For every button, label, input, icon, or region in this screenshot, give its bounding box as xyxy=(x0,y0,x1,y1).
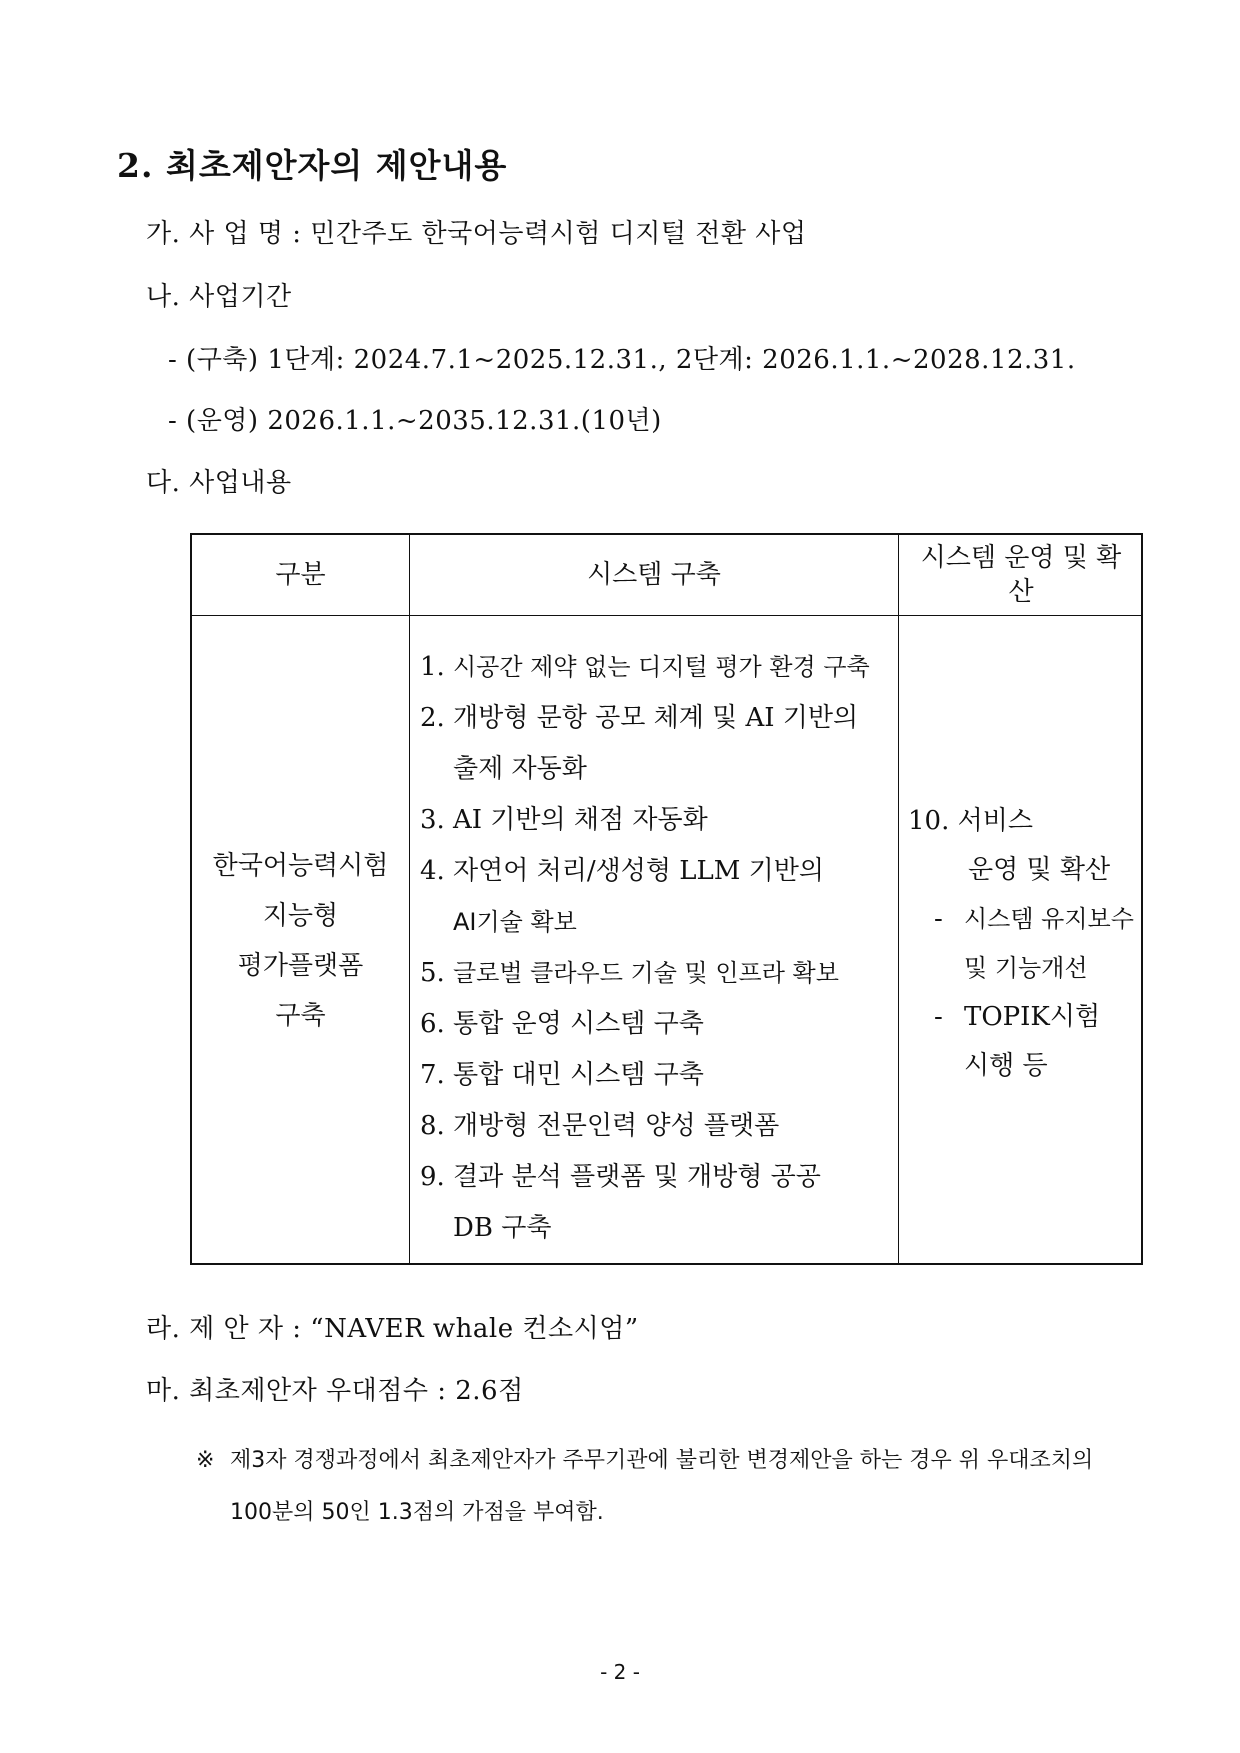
category-line: 구축 xyxy=(275,1000,326,1031)
business-content-table xyxy=(190,533,1143,1265)
build-item xyxy=(420,642,895,693)
business-content-heading: 다. 사업내용 xyxy=(146,468,292,498)
item-text: 개방형 전문인력 양성 플랫폼 xyxy=(453,1111,780,1141)
operate-subitem-text: TOPIK시험 xyxy=(964,1002,1101,1032)
item-number: 5. xyxy=(420,958,445,988)
operate-subitem-continued: 시행 등 xyxy=(964,1051,1048,1081)
header-system-operate: 시스템 운영 및 확산 xyxy=(920,543,1122,607)
table-column-divider xyxy=(409,535,410,1263)
item-number: 1. xyxy=(420,652,445,682)
item-number: 7. xyxy=(420,1060,445,1090)
reference-note xyxy=(196,1435,1156,1539)
category-line: 지능형 xyxy=(262,900,339,931)
table-column-divider xyxy=(898,535,899,1263)
note-line: 100분의 50인 1.3점의 가점을 부여함. xyxy=(230,1500,604,1525)
item-text: 자연어 처리/생성형 LLM 기반의 xyxy=(453,856,824,886)
header-system-build: 시스템 구축 xyxy=(587,560,721,590)
dash-bullet: - xyxy=(934,904,943,934)
build-item xyxy=(420,795,895,846)
build-item xyxy=(420,693,895,744)
item-number: 2. xyxy=(420,703,445,733)
business-name-line: 가. 사 업 명 : 민간주도 한국어능력시험 디지털 전환 사업 xyxy=(146,219,807,249)
operate-subitem-text: 시스템 유지보수 xyxy=(964,905,1134,933)
category-line: 평가플랫폼 xyxy=(237,950,364,981)
category-line: 한국어능력시험 xyxy=(212,850,389,881)
build-item xyxy=(420,1050,895,1101)
item-text-continued: AI기술 확보 xyxy=(453,908,577,936)
build-item xyxy=(420,846,895,897)
item-number: 9. xyxy=(420,1162,445,1192)
item-text: 통합 대민 시스템 구축 xyxy=(453,1060,704,1090)
dash-bullet: - xyxy=(934,1002,943,1032)
item-number: 4. xyxy=(420,856,445,886)
operate-line: 10. 서비스 xyxy=(908,806,1033,836)
build-period-line: - (구축) 1단계: 2024.7.1~2025.12.31., 2단계: 2026.1.1.~2028.12.31. xyxy=(168,345,1076,375)
operate-subitem-continued: 및 기능개선 xyxy=(964,954,1088,982)
operate-subitem xyxy=(908,895,1140,944)
item-number: 3. xyxy=(420,805,445,835)
page-number: - 2 - xyxy=(600,1660,640,1684)
header-category: 구분 xyxy=(275,560,326,590)
item-text: 시공간 제약 없는 디지털 평가 환경 구축 xyxy=(453,653,870,681)
item-number: 8. xyxy=(420,1111,445,1141)
category-cell xyxy=(192,616,409,1265)
system-operate-cell xyxy=(908,797,1140,1091)
item-text: 글로벌 클라우드 기술 및 인프라 확보 xyxy=(453,959,839,987)
section-title: 2. 최초제안자의 제안내용 xyxy=(117,146,508,185)
build-item xyxy=(420,999,895,1050)
proposer-line: 라. 제 안 자 : “NAVER whale 컨소시엄” xyxy=(146,1314,639,1344)
business-period-heading: 나. 사업기간 xyxy=(146,282,292,312)
bonus-score-line: 마. 최초제안자 우대점수 : 2.6점 xyxy=(146,1376,524,1406)
item-text: 개방형 문항 공모 체계 및 AI 기반의 xyxy=(453,703,859,733)
item-text-continued: DB 구축 xyxy=(453,1213,552,1243)
operate-line: 운영 및 확산 xyxy=(968,855,1111,885)
build-item xyxy=(420,1152,895,1203)
item-text: 통합 운영 시스템 구축 xyxy=(453,1009,704,1039)
reference-mark: ※ xyxy=(196,1448,215,1473)
item-number: 6. xyxy=(420,1009,445,1039)
note-line: 제3자 경쟁과정에서 최초제안자가 주무기관에 불리한 변경제안을 하는 경우 위 우대조치의 xyxy=(230,1448,1094,1473)
build-item xyxy=(420,948,895,999)
item-text-continued: 출제 자동화 xyxy=(453,754,587,784)
operation-period-line: - (운영) 2026.1.1.~2035.12.31.(10년) xyxy=(168,406,662,436)
system-build-cell xyxy=(420,642,895,1254)
operate-subitem xyxy=(908,993,1140,1042)
item-text: 결과 분석 플랫폼 및 개방형 공공 xyxy=(453,1162,821,1192)
item-text: AI 기반의 채점 자동화 xyxy=(453,805,708,835)
build-item xyxy=(420,1101,895,1152)
